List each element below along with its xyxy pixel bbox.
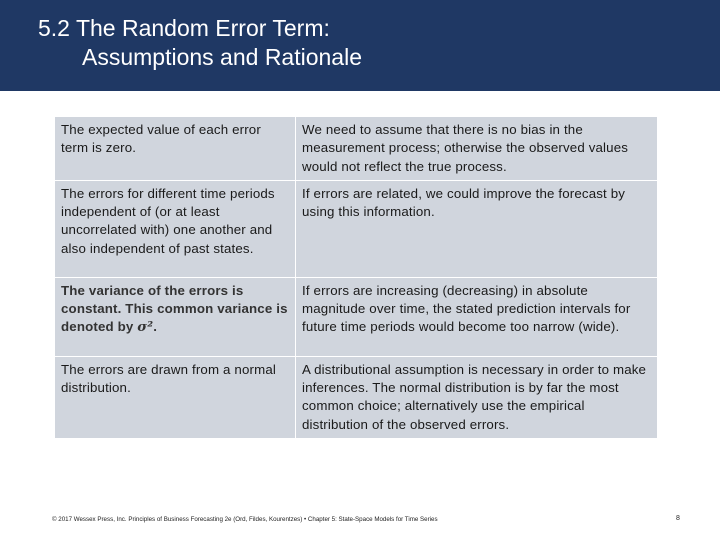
assumption-period: .: [153, 319, 158, 335]
table-row: [55, 277, 658, 356]
title-bar: [0, 0, 720, 91]
footer-text: © 2017 Wessex Press, Inc. Principles of Business Forecasting 2e (Ord, Fildes, Kourentzes) • Chapter 5: State-Space Models for Time Series: [52, 516, 438, 523]
assumption-cell: The expected value of each error term is zero.: [55, 117, 296, 181]
assumption-cell: [55, 277, 296, 356]
assumption-cell: The errors for different time periods independent of (or at least uncorrelated with) one another and also independent of past states.: [55, 180, 296, 277]
rationale-cell: A distributional assumption is necessary in order to make inferences. The normal distribution is by far the most common choice; alternatively use the empirical distribution of the observed errors.: [296, 356, 658, 438]
sigma-squared-symbol: σ²: [137, 320, 154, 336]
table-row: [55, 356, 658, 438]
table-row: [55, 180, 658, 277]
rationale-cell: If errors are related, we could improve the forecast by using this information.: [296, 180, 658, 277]
slide-title: [38, 14, 362, 72]
page-number: 8: [676, 515, 680, 522]
assumptions-table: [54, 116, 658, 439]
table-row: [55, 117, 658, 181]
assumption-text: The variance of the errors is constant. This common variance is denoted by: [61, 282, 288, 335]
slide-title-line2: Assumptions and Rationale: [82, 44, 362, 70]
rationale-cell: We need to assume that there is no bias in the measurement process; otherwise the observed values would not reflect the true process.: [296, 117, 658, 181]
slide-title-line1: 5.2 The Random Error Term:: [38, 15, 330, 41]
assumption-cell: The errors are drawn from a normal distribution.: [55, 356, 296, 438]
rationale-cell: If errors are increasing (decreasing) in absolute magnitude over time, the stated prediction intervals for future time periods would become too narrow (wide).: [296, 277, 658, 356]
